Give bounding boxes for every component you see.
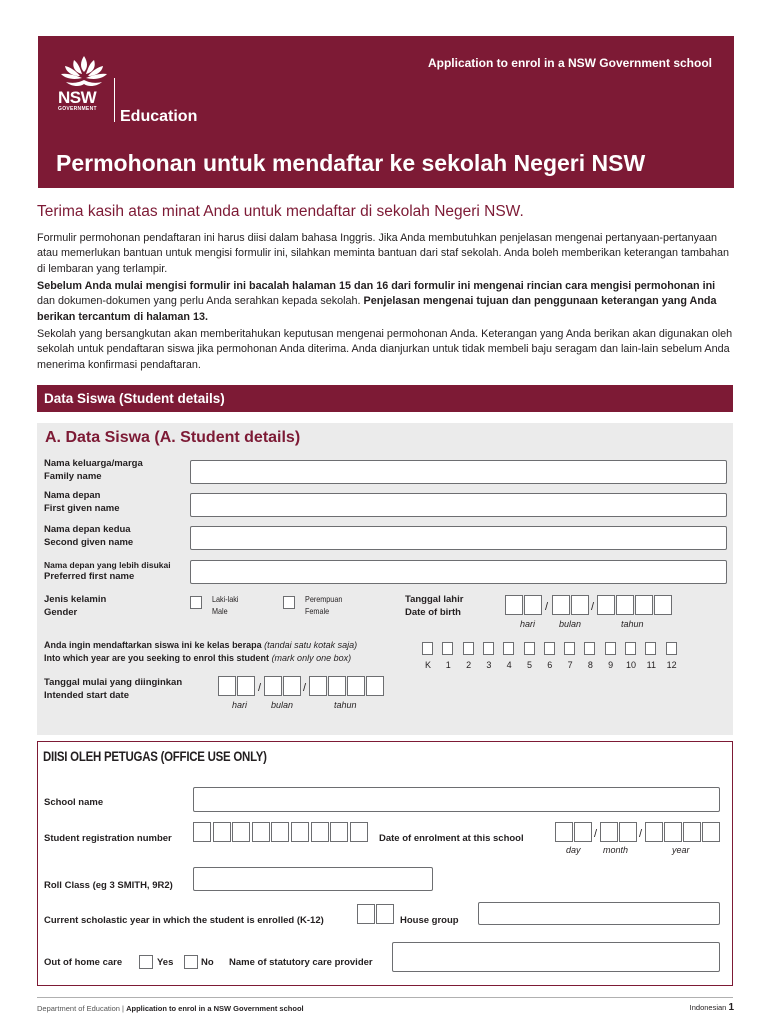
logo-government-text: GOVERNMENT: [58, 106, 97, 112]
start-year-digit[interactable]: [366, 676, 384, 696]
logo-education-text: Education: [120, 108, 198, 125]
enrol-year-digit[interactable]: [683, 822, 701, 842]
start-year-digit[interactable]: [309, 676, 327, 696]
year-checkbox[interactable]: [666, 642, 677, 655]
enrol-month-digit[interactable]: [600, 822, 618, 842]
ohc-yes-checkbox[interactable]: [139, 955, 153, 969]
student-details-title: A. Data Siswa (A. Student details): [45, 429, 301, 446]
start-day-digit[interactable]: [218, 676, 236, 696]
year-option-label: 11: [646, 660, 656, 670]
enrol-date-label: Date of enrolment at this school: [379, 833, 524, 844]
footer-language: Indonesian: [689, 1003, 727, 1012]
year-checkbox[interactable]: [645, 642, 656, 655]
female-label: [305, 593, 342, 617]
year-question-id: [44, 639, 357, 652]
dob-month-caption: bulan: [559, 619, 582, 629]
footer-department: Department of Education: [37, 1004, 120, 1013]
out-of-home-care-label: Out of home care: [44, 957, 123, 968]
year-option-label: 1: [445, 660, 451, 670]
start-month-digit[interactable]: [283, 676, 301, 696]
school-name-field[interactable]: [193, 787, 720, 812]
male-checkbox[interactable]: [190, 596, 202, 609]
srn-digit-box[interactable]: [350, 822, 368, 842]
start-date-label: [44, 677, 182, 702]
enrol-year-digit[interactable]: [664, 822, 682, 842]
family-name-field[interactable]: [190, 460, 727, 484]
dob-slash: /: [591, 601, 595, 613]
year-checkbox[interactable]: [463, 642, 474, 655]
roll-class-label: Roll Class (eg 3 SMITH, 9R2): [44, 880, 173, 891]
srn-digit-box[interactable]: [232, 822, 250, 842]
thanks-heading: Terima kasih atas minat Anda untuk mendaftar di sekolah Negeri NSW.: [37, 203, 524, 220]
start-slash: /: [258, 682, 262, 694]
dob-year-digit[interactable]: [597, 595, 615, 615]
enrol-slash: /: [639, 828, 643, 840]
logo-divider: [114, 78, 115, 122]
year-option-label: 4: [506, 660, 512, 670]
nsw-education-logo: [56, 54, 236, 125]
section-bar-student-details: Data Siswa (Student details): [37, 385, 733, 412]
house-group-field[interactable]: [478, 902, 720, 925]
start-month-digit[interactable]: [264, 676, 282, 696]
srn-digit-box[interactable]: [311, 822, 329, 842]
enrol-day-caption: day: [566, 845, 581, 855]
start-year-caption: tahun: [334, 700, 357, 710]
year-checkbox[interactable]: [625, 642, 636, 655]
year-question-en-note: (mark only one box): [271, 652, 352, 663]
start-year-digit[interactable]: [328, 676, 346, 696]
student-details-panel: [37, 423, 733, 735]
start-year-digit[interactable]: [347, 676, 365, 696]
scholastic-year-digit[interactable]: [357, 904, 375, 924]
year-checkbox[interactable]: [564, 642, 575, 655]
year-checkbox[interactable]: [483, 642, 494, 655]
dob-day-caption: hari: [520, 619, 536, 629]
family-name-label-en: Family name: [44, 470, 102, 482]
intro-paragraph-2-normal: dan dokumen-dokumen yang perlu Anda serahkan kepada sekolah.: [37, 295, 364, 308]
start-date-label-en: Intended start date: [44, 689, 129, 701]
gender-label: [44, 594, 106, 619]
house-group-label: House group: [400, 915, 459, 926]
dob-label: [405, 594, 463, 619]
srn-digit-box[interactable]: [252, 822, 270, 842]
footer-separator: |: [119, 1004, 127, 1013]
footer-document-title: Application to enrol in a NSW Government school: [126, 1004, 304, 1013]
start-date-label-id: Tanggal mulai yang diinginkan: [44, 677, 183, 688]
care-provider-field[interactable]: [392, 942, 720, 972]
page-title: Permohonan untuk mendaftar ke sekolah Negeri NSW: [56, 150, 646, 176]
start-day-digit[interactable]: [237, 676, 255, 696]
male-label: [212, 593, 239, 617]
scholastic-year-digit[interactable]: [376, 904, 394, 924]
ohc-no-checkbox[interactable]: [184, 955, 198, 969]
year-checkbox[interactable]: [524, 642, 535, 655]
year-checkbox[interactable]: [442, 642, 453, 655]
ohc-yes-label: Yes: [157, 957, 174, 968]
year-question-en: [44, 652, 357, 665]
page-number: 1: [728, 1002, 734, 1013]
year-checkbox[interactable]: [422, 642, 433, 655]
enrol-month-digit[interactable]: [619, 822, 637, 842]
dob-year-digit[interactable]: [654, 595, 672, 615]
dob-day-digit[interactable]: [524, 595, 542, 615]
application-title: Application to enrol in a NSW Government school: [427, 56, 712, 70]
year-option-label: 10: [625, 660, 636, 670]
family-name-label: [44, 458, 143, 483]
dob-label-id: Tanggal lahir: [405, 594, 464, 605]
year-checkbox[interactable]: [544, 642, 555, 655]
intro-paragraph-2-bold-1: Sebelum Anda mulai mengisi formulir ini bacalah halaman 15 dan 16 dari formulir ini mengenai rincian cara mengisi permohonan ini: [37, 280, 716, 292]
gender-label-en: Gender: [44, 606, 78, 618]
female-checkbox[interactable]: [283, 596, 295, 609]
srn-digit-box[interactable]: [330, 822, 348, 842]
year-checkbox[interactable]: [584, 642, 595, 655]
intro-paragraph-2: [37, 279, 733, 325]
logo-nsw-text: NSW: [58, 88, 97, 107]
enrol-year-digit[interactable]: [702, 822, 720, 842]
header-banner: [38, 36, 734, 188]
preferred-name-label: [44, 559, 171, 584]
intro-paragraph-2-bold-2: Penjelasan mengenai tujuan dan penggunaan keterangan yang Anda berikan tercantum di halaman 13.: [37, 295, 717, 323]
enrol-slash: /: [594, 828, 598, 840]
year-question-id-note: (tandai satu kotak saja): [264, 640, 358, 650]
footer-right: [690, 1002, 734, 1013]
enrol-year-caption: year: [672, 845, 690, 855]
year-option-label: 3: [486, 660, 492, 670]
year-option-label: 5: [526, 660, 532, 670]
first-name-label-en: First given name: [44, 502, 120, 514]
waratah-icon: [58, 54, 110, 90]
year-question-en-text: Into which year are you seeking to enrol this student: [44, 652, 270, 663]
intro-paragraph-1: Formulir permohonan pendaftaran ini harus diisi dalam bahasa Inggris. Jika Anda membutuhkan penjelasan mengenai pertanyaan-pertanyaan atau memerlukan bantuan untuk mengisi formulir ini, silahkan meminta bantuan dari staf sekolah. Anda boleh memberikan keterangan tambahan di lembaran yang terlampir.: [37, 232, 730, 275]
second-name-label: [44, 524, 133, 549]
srn-label: Student registration number: [44, 833, 172, 844]
start-slash: /: [303, 682, 307, 694]
year-option-label: 6: [547, 660, 553, 670]
first-name-label-id: Nama depan: [44, 490, 101, 501]
dob-month-digit[interactable]: [552, 595, 570, 615]
second-name-label-en: Second given name: [44, 536, 134, 548]
second-name-field[interactable]: [190, 526, 727, 550]
dob-slash: /: [545, 601, 549, 613]
srn-digit-box[interactable]: [271, 822, 289, 842]
year-question-id-text: Anda ingin mendaftarkan siswa ini ke kelas berapa: [44, 640, 262, 650]
first-name-label: [44, 490, 120, 515]
dob-month-digit[interactable]: [571, 595, 589, 615]
year-option-label: 12: [666, 660, 677, 670]
intro-paragraph-3: Sekolah yang bersangkutan akan memberitahukan keputusan mengenai permohonan Anda. Keterangan yang Anda berikan akan digunakan oleh sekolah untuk pendaftaran siswa jika permohonan Anda diterima. Anda dianjurkan untuk tidak membeli baju seragam dan lain-lain sebelum Anda menerima konfirmasi pendaftaran.: [37, 328, 733, 371]
enrol-year-digit[interactable]: [645, 822, 663, 842]
care-provider-label: Name of statutory care provider: [229, 957, 373, 968]
dob-day-digit[interactable]: [505, 595, 523, 615]
year-checkbox[interactable]: [503, 642, 514, 655]
srn-digit-box[interactable]: [213, 822, 231, 842]
year-question-label: [44, 639, 357, 664]
enrol-month-caption: month: [603, 845, 629, 855]
year-checkbox[interactable]: [605, 642, 616, 655]
female-label-id: Perempuan: [305, 594, 343, 604]
preferred-name-label-id: Nama depan yang lebih disukai: [44, 560, 171, 570]
year-option-label: 2: [466, 660, 472, 670]
start-day-caption: hari: [232, 700, 248, 710]
footer-rule: [37, 997, 733, 998]
dob-year-digit[interactable]: [635, 595, 653, 615]
enrol-day-digit[interactable]: [555, 822, 573, 842]
year-option-label: 9: [608, 660, 614, 670]
preferred-name-label-en: Preferred first name: [44, 571, 135, 582]
second-name-label-id: Nama depan kedua: [44, 524, 131, 535]
roll-class-field[interactable]: [193, 867, 433, 891]
office-use-title: DIISI OLEH PETUGAS (OFFICE USE ONLY): [43, 749, 267, 764]
first-name-field[interactable]: [190, 493, 727, 517]
preferred-name-field[interactable]: [190, 560, 727, 584]
male-label-en: Male: [212, 606, 228, 616]
year-option-label: K: [424, 660, 431, 670]
dob-year-caption: tahun: [621, 619, 644, 629]
enrol-day-digit[interactable]: [574, 822, 592, 842]
ohc-no-label: No: [201, 957, 214, 968]
year-option-label: 7: [567, 660, 573, 670]
female-label-en: Female: [305, 606, 330, 616]
footer-left: [37, 1004, 304, 1013]
gender-label-id: Jenis kelamin: [44, 594, 107, 605]
school-name-label: School name: [44, 797, 104, 808]
family-name-label-id: Nama keluarga/marga: [44, 458, 143, 469]
scholastic-year-label: Current scholastic year in which the student is enrolled (K-12): [44, 915, 324, 926]
srn-digit-box[interactable]: [193, 822, 211, 842]
male-label-id: Laki-laki: [212, 594, 239, 604]
office-use-section: [37, 741, 733, 986]
srn-digit-box[interactable]: [291, 822, 309, 842]
start-month-caption: bulan: [271, 700, 294, 710]
dob-label-en: Date of birth: [405, 606, 461, 618]
dob-year-digit[interactable]: [616, 595, 634, 615]
year-option-label: 8: [587, 660, 593, 670]
